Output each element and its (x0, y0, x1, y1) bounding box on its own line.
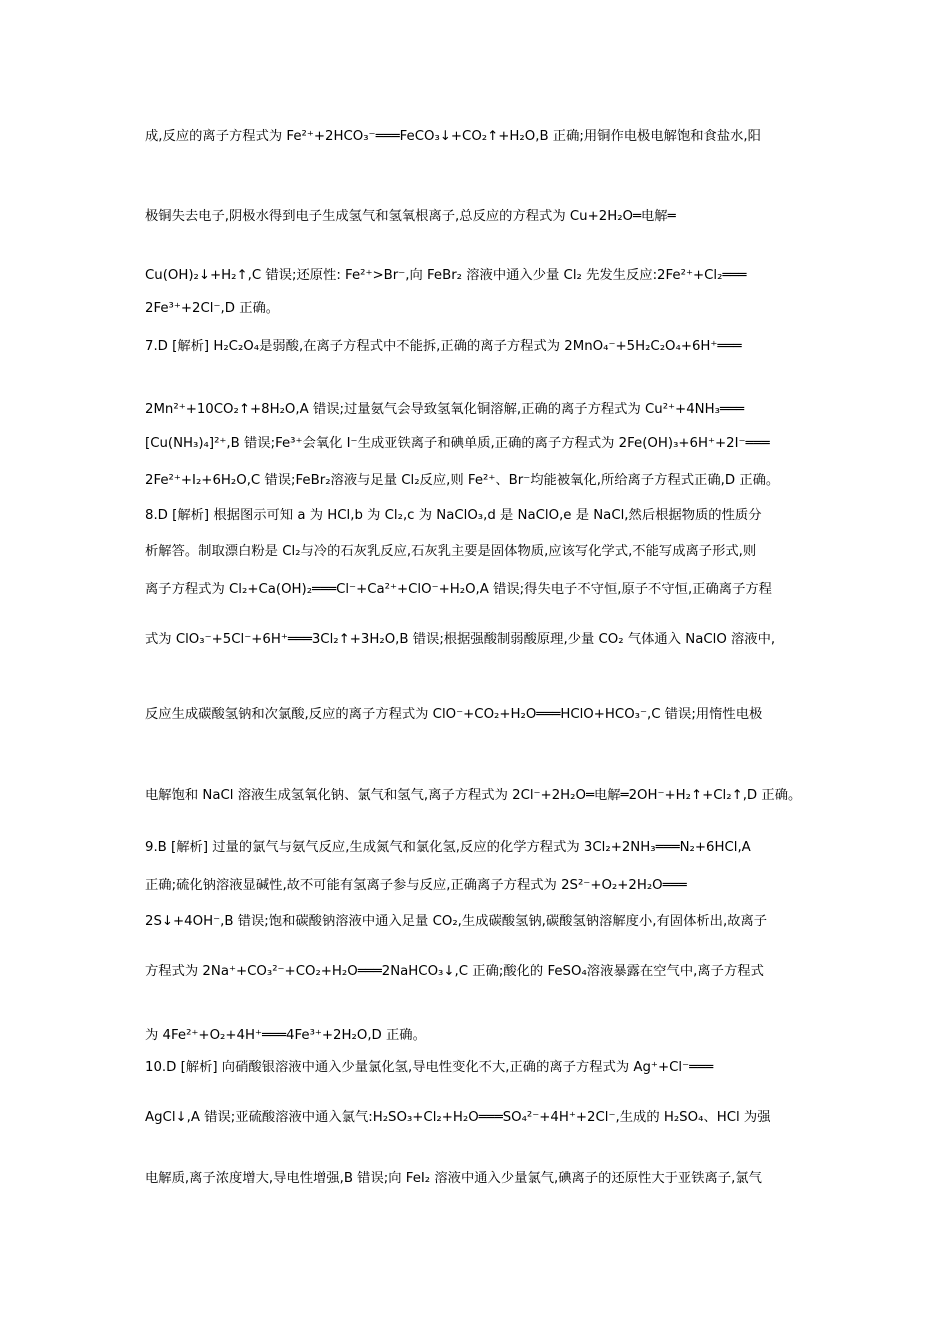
text-line: 2Mn²⁺+10CO₂↑+8H₂O,A 错误;过量氨气会导致氢氧化铜溶解,正确的离子方程式为 Cu²⁺+4NH₃═══ (145, 402, 744, 417)
text-line: 极铜失去电子,阴极水得到电子生成氢气和氢氧根离子,总反应的方程式为 Cu+2H₂O═电解═ (145, 209, 676, 224)
text-line: [Cu(NH₃)₄]²⁺,B 错误;Fe³⁺会氧化 I⁻生成亚铁离子和碘单质,正确的离子方程式为 2Fe(OH)₃+6H⁺+2I⁻═══ (145, 436, 770, 451)
text-line: 方程式为 2Na⁺+CO₃²⁻+CO₂+H₂O═══2NaHCO₃↓,C 正确;酸化的 FeSO₄溶液暴露在空气中,离子方程式 (145, 964, 764, 979)
text-line: AgCl↓,A 错误;亚硫酸溶液中通入氯气:H₂SO₃+Cl₂+H₂O═══SO₄²⁻+4H⁺+2Cl⁻,生成的 H₂SO₄、HCl 为强 (145, 1110, 771, 1125)
text-line: 离子方程式为 Cl₂+Ca(OH)₂═══Cl⁻+Ca²⁺+ClO⁻+H₂O,A 错误;得失电子不守恒,原子不守恒,正确离子方程 (145, 582, 772, 597)
text-line: 7.D [解析] H₂C₂O₄是弱酸,在离子方程式中不能拆,正确的离子方程式为 2MnO₄⁻+5H₂C₂O₄+6H⁺═══ (145, 339, 742, 354)
text-line: 2Fe³⁺+2Cl⁻,D 正确。 (145, 301, 280, 316)
text-line: 10.D [解析] 向硝酸银溶液中通入少量氯化氢,导电性变化不大,正确的离子方程式为 Ag⁺+Cl⁻═══ (145, 1060, 714, 1075)
text-line: 2Fe²⁺+I₂+6H₂O,C 错误;FeBr₂溶液与足量 Cl₂反应,则 Fe²⁺、Br⁻均能被氧化,所给离子方程式正确,D 正确。 (145, 473, 780, 488)
text-line: 式为 ClO₃⁻+5Cl⁻+6H⁺═══3Cl₂↑+3H₂O,B 错误;根据强酸制弱酸原理,少量 CO₂ 气体通入 NaClO 溶液中, (145, 632, 776, 647)
text-line: 2S↓+4OH⁻,B 错误;饱和碳酸钠溶液中通入足量 CO₂,生成碳酸氢钠,碳酸氢钠溶解度小,有固体析出,故离子 (145, 914, 768, 929)
text-line: 为 4Fe²⁺+O₂+4H⁺═══4Fe³⁺+2H₂O,D 正确。 (145, 1028, 426, 1043)
text-line: 析解答。制取漂白粉是 Cl₂与冷的石灰乳反应,石灰乳主要是固体物质,应该写化学式,不能写成离子形式,则 (145, 544, 757, 559)
text-line: 反应生成碳酸氢钠和次氯酸,反应的离子方程式为 ClO⁻+CO₂+H₂O═══HClO+HCO₃⁻,C 错误;用惰性电极 (145, 707, 763, 722)
text-line: 9.B [解析] 过量的氯气与氨气反应,生成氮气和氯化氢,反应的化学方程式为 3Cl₂+2NH₃═══N₂+6HCl,A (145, 840, 751, 855)
text-line: 电解质,离子浓度增大,导电性增强,B 错误;向 FeI₂ 溶液中通入少量氯气,碘离子的还原性大于亚铁离子,氯气 (145, 1171, 762, 1186)
text-line: 电解饱和 NaCl 溶液生成氢氧化钠、氯气和氢气,离子方程式为 2Cl⁻+2H₂O═电解═2OH⁻+H₂↑+Cl₂↑,D 正确。 (145, 788, 802, 803)
text-line: 正确;硫化钠溶液显碱性,故不可能有氢离子参与反应,正确离子方程式为 2S²⁻+O₂+2H₂O═══ (145, 878, 687, 893)
text-line: 成,反应的离子方程式为 Fe²⁺+2HCO₃⁻═══FeCO₃↓+CO₂↑+H₂O,B 正确;用铜作电极电解饱和食盐水,阳 (145, 129, 761, 144)
text-line: 8.D [解析] 根据图示可知 a 为 HCl,b 为 Cl₂,c 为 NaClO₃,d 是 NaClO,e 是 NaCl,然后根据物质的性质分 (145, 508, 762, 523)
text-line: Cu(OH)₂↓+H₂↑,C 错误;还原性: Fe²⁺>Br⁻,向 FeBr₂ 溶液中通入少量 Cl₂ 先发生反应:2Fe²⁺+Cl₂═══ (145, 268, 747, 283)
